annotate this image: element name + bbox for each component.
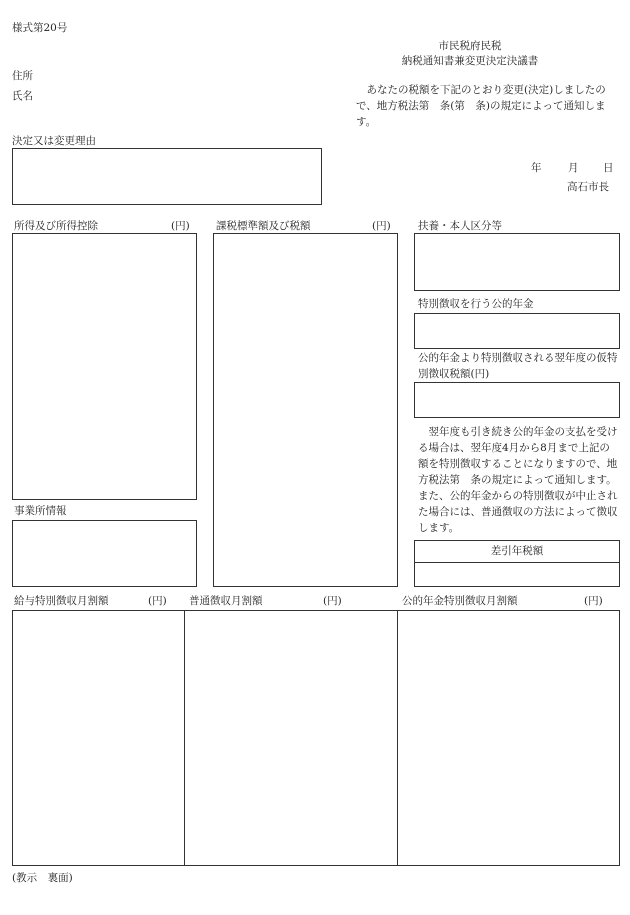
footer-note: (教示 裏面) — [12, 872, 73, 884]
tax-base-box — [213, 233, 398, 587]
income-box — [12, 233, 197, 500]
name-label: 氏名 — [12, 90, 33, 102]
normal-monthly-label: 普通徴収月割額 — [189, 595, 263, 607]
date-month: 月 — [568, 162, 579, 174]
pension-box — [414, 313, 620, 349]
normal-monthly-unit: (円) — [323, 595, 342, 607]
reason-label: 決定又は変更理由 — [12, 135, 96, 147]
date-year: 年 — [531, 162, 542, 174]
salary-monthly-unit: (円) — [148, 595, 167, 607]
income-section-label: 所得及び所得控除 — [14, 220, 98, 232]
pension-monthly-unit: (円) — [584, 595, 603, 607]
monthly-table — [12, 610, 620, 866]
dependent-box — [414, 233, 620, 291]
monthly-table-divider-2 — [397, 611, 398, 865]
form-number: 様式第20号 — [12, 22, 68, 34]
office-label: 事業所情報 — [14, 505, 67, 517]
form-title-line2: 納税通知書兼変更決定決議書 — [401, 55, 539, 67]
form-title-line1: 市民税府民税 — [438, 40, 502, 52]
net-tax-label: 差引年税額 — [415, 541, 619, 563]
notice-text: あなたの税額を下記のとおり変更(決定)しましたので、地方税法第 条(第 条)の規定によって通知します。 — [356, 84, 606, 128]
monthly-table-divider-1 — [184, 611, 185, 865]
tax-base-section-unit: (円) — [372, 220, 391, 232]
reason-box — [12, 148, 322, 205]
pension-monthly-label: 公的年金特別徴収月割額 — [402, 595, 518, 607]
salary-monthly-label: 給与特別徴収月割額 — [14, 595, 109, 607]
tax-base-section-label: 課税標準額及び税額 — [216, 220, 311, 232]
next-year-label: 公的年金より特別徴収される翌年度の仮特別徴収税額(円) — [418, 352, 618, 380]
pension-label: 特別徴収を行う公的年金 — [418, 298, 534, 310]
address-label: 住所 — [12, 70, 33, 82]
next-year-box — [414, 382, 620, 418]
next-year-notice: 翌年度も引き続き公的年金の支払を受ける場合は、翌年度4月から8月まで上記の額を特別徴収することになりますので、地方税法第 条の規定によって通知します。また、公的年金からの特別徴収が中止された場合には、普通徴収の方法によって徴収します。 — [418, 426, 618, 534]
net-tax-box — [414, 540, 620, 587]
issuer-name: 高石市長 — [567, 181, 609, 193]
date-day: 日 — [603, 162, 614, 174]
dependent-label: 扶養・本人区分等 — [418, 220, 502, 232]
office-box — [12, 520, 197, 587]
income-section-unit: (円) — [171, 220, 190, 232]
